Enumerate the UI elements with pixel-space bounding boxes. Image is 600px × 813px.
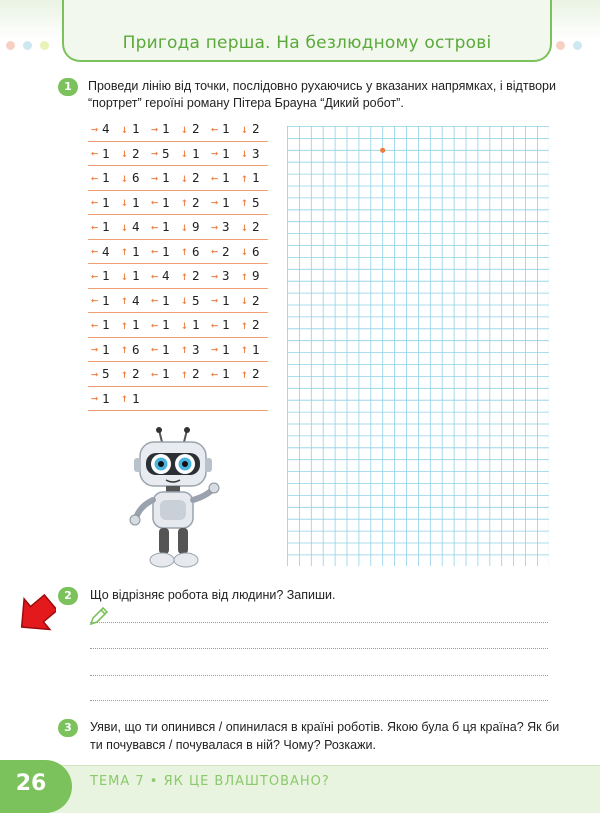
sequence-step — [148, 244, 178, 259]
task1-text-line1: Проведи лінію від точки, послідовно рухаючись у вказаних напрямках, і відтвори — [88, 79, 556, 93]
step-count: 1 — [102, 170, 110, 186]
arrow-left-icon: ← — [210, 317, 219, 332]
dot — [573, 41, 582, 50]
step-count: 9 — [192, 219, 200, 235]
step-count: 2 — [192, 194, 200, 210]
step-count: 2 — [252, 366, 260, 382]
sequence-step — [88, 121, 118, 136]
arrow-right-icon: → — [150, 170, 159, 185]
arrow-up-icon: ↑ — [180, 366, 189, 381]
step-count: 2 — [192, 170, 200, 186]
sequence-step — [118, 317, 148, 332]
arrow-left-icon: ← — [90, 195, 99, 210]
task-number-3: 3 — [58, 719, 78, 737]
sequence-step — [88, 317, 118, 332]
answer-line-1[interactable] — [90, 622, 548, 623]
sequence-step — [118, 366, 148, 381]
sequence-step — [148, 195, 178, 210]
step-count: 1 — [162, 219, 170, 235]
arrow-right-icon: → — [210, 293, 219, 308]
step-count: 9 — [252, 268, 260, 284]
footer-bar — [0, 765, 600, 813]
step-count: 5 — [192, 292, 200, 308]
sequence-step — [238, 293, 268, 308]
sequence-step — [178, 244, 208, 259]
dot — [40, 41, 49, 50]
arrow-down-icon: ↓ — [180, 293, 189, 308]
step-count: 1 — [162, 341, 170, 357]
direction-sequence — [88, 117, 268, 411]
drawing-grid[interactable] — [287, 126, 549, 566]
arrow-left-icon: ← — [150, 366, 159, 381]
sequence-step — [118, 391, 148, 406]
sequence-step — [238, 317, 268, 332]
step-count: 3 — [222, 268, 230, 284]
arrow-left-icon: ← — [150, 244, 159, 259]
step-count: 1 — [102, 317, 110, 333]
sequence-step — [208, 293, 238, 308]
arrow-down-icon: ↓ — [120, 121, 129, 136]
step-count: 1 — [162, 292, 170, 308]
pencil-icon — [88, 605, 110, 632]
arrow-down-icon: ↓ — [120, 146, 129, 161]
step-count: 1 — [162, 243, 170, 259]
step-count: 6 — [192, 243, 200, 259]
sequence-step — [148, 366, 178, 381]
step-count: 1 — [162, 170, 170, 186]
step-count: 1 — [132, 268, 140, 284]
sequence-row — [88, 387, 268, 412]
step-count: 2 — [192, 366, 200, 382]
page-number-badge — [0, 760, 72, 813]
step-count: 1 — [252, 170, 260, 186]
sequence-step — [148, 121, 178, 136]
dot — [556, 41, 565, 50]
sequence-step — [208, 170, 238, 185]
step-count: 1 — [102, 194, 110, 210]
step-count: 5 — [102, 366, 110, 382]
arrow-down-icon: ↓ — [240, 146, 249, 161]
step-count: 5 — [162, 145, 170, 161]
step-count: 1 — [162, 317, 170, 333]
task3-text-line1: Уяви, що ти опинився / опинилася в країні роботів. Якою була б ця країна? Як би — [90, 720, 560, 734]
sequence-step — [238, 170, 268, 185]
step-count: 3 — [222, 219, 230, 235]
sequence-step — [178, 195, 208, 210]
step-count: 4 — [132, 292, 140, 308]
arrow-right-icon: → — [210, 195, 219, 210]
arrow-left-icon: ← — [90, 244, 99, 259]
sequence-step — [148, 146, 178, 161]
task3-text-line2: ти почувався / почувалася в ній? Чому? Розкажи. — [90, 738, 376, 752]
arrow-up-icon: ↑ — [120, 317, 129, 332]
step-count: 1 — [162, 366, 170, 382]
decor-dots-right — [556, 37, 590, 55]
step-count: 2 — [132, 366, 140, 382]
arrow-left-icon: ← — [210, 170, 219, 185]
step-count: 6 — [252, 243, 260, 259]
sequence-step — [118, 195, 148, 210]
step-count: 2 — [252, 219, 260, 235]
arrow-down-icon: ↓ — [120, 268, 129, 283]
arrow-left-icon: ← — [150, 293, 159, 308]
step-count: 1 — [222, 292, 230, 308]
sequence-step — [238, 219, 268, 234]
step-count: 1 — [222, 366, 230, 382]
sequence-step — [238, 244, 268, 259]
grid-svg — [287, 126, 549, 566]
step-count: 1 — [102, 268, 110, 284]
page-title: Пригода перша. На безлюдному острові — [122, 33, 492, 53]
step-count: 1 — [132, 194, 140, 210]
step-count: 2 — [252, 317, 260, 333]
arrow-up-icon: ↑ — [240, 317, 249, 332]
arrow-down-icon: ↓ — [240, 219, 249, 234]
step-count: 1 — [102, 390, 110, 406]
task-number-2: 2 — [58, 587, 78, 605]
sequence-row — [88, 142, 268, 167]
arrow-left-icon: ← — [150, 195, 159, 210]
sequence-row — [88, 338, 268, 363]
arrow-left-icon: ← — [90, 219, 99, 234]
sequence-step — [148, 293, 178, 308]
step-count: 1 — [222, 194, 230, 210]
step-count: 4 — [102, 243, 110, 259]
sequence-step — [148, 170, 178, 185]
answer-line-2[interactable] — [90, 648, 548, 649]
step-count: 2 — [192, 268, 200, 284]
step-count: 4 — [102, 121, 110, 137]
sequence-row — [88, 313, 268, 338]
sequence-step — [148, 317, 178, 332]
answer-line-4[interactable] — [90, 700, 548, 701]
arrow-up-icon: ↑ — [120, 391, 129, 406]
sequence-step — [238, 195, 268, 210]
sequence-step — [178, 366, 208, 381]
arrow-down-icon: ↓ — [240, 121, 249, 136]
sequence-row — [88, 117, 268, 142]
arrow-up-icon: ↑ — [240, 366, 249, 381]
sequence-step — [88, 219, 118, 234]
sequence-step — [178, 121, 208, 136]
step-count: 1 — [162, 194, 170, 210]
sequence-row — [88, 215, 268, 240]
arrow-down-icon: ↓ — [120, 195, 129, 210]
sequence-step — [238, 366, 268, 381]
step-count: 1 — [132, 121, 140, 137]
sequence-step — [178, 170, 208, 185]
arrow-down-icon: ↓ — [240, 293, 249, 308]
arrow-right-icon: → — [90, 366, 99, 381]
arrow-left-icon: ← — [150, 268, 159, 283]
step-count: 2 — [252, 121, 260, 137]
arrow-right-icon: → — [150, 146, 159, 161]
decor-dots-left — [6, 37, 57, 55]
sequence-step — [118, 293, 148, 308]
sequence-step — [178, 293, 208, 308]
arrow-up-icon: ↑ — [240, 195, 249, 210]
sequence-step — [178, 317, 208, 332]
step-count: 5 — [252, 194, 260, 210]
sequence-step — [118, 146, 148, 161]
dot — [6, 41, 15, 50]
sequence-step — [208, 268, 238, 283]
arrow-right-icon: → — [210, 268, 219, 283]
start-point-dot — [380, 148, 385, 153]
arrow-left-icon: ← — [90, 268, 99, 283]
arrow-right-icon: → — [210, 342, 219, 357]
arrow-down-icon: ↓ — [180, 219, 189, 234]
step-count: 4 — [162, 268, 170, 284]
arrow-left-icon: ← — [90, 170, 99, 185]
sequence-step — [118, 170, 148, 185]
arrow-left-icon: ← — [90, 146, 99, 161]
sequence-step — [208, 146, 238, 161]
arrow-left-icon: ← — [210, 366, 219, 381]
arrow-left-icon: ← — [90, 317, 99, 332]
sequence-step — [88, 146, 118, 161]
arrow-down-icon: ↓ — [180, 146, 189, 161]
sequence-step — [148, 219, 178, 234]
step-count: 1 — [102, 292, 110, 308]
arrow-up-icon: ↑ — [240, 268, 249, 283]
step-count: 1 — [132, 243, 140, 259]
dot — [23, 41, 32, 50]
sequence-step — [208, 317, 238, 332]
step-count: 1 — [102, 145, 110, 161]
step-count: 1 — [222, 145, 230, 161]
arrow-up-icon: ↑ — [180, 244, 189, 259]
step-count: 1 — [132, 390, 140, 406]
sequence-step — [178, 268, 208, 283]
arrow-left-icon: ← — [210, 244, 219, 259]
step-count: 6 — [132, 170, 140, 186]
step-count: 1 — [192, 145, 200, 161]
sequence-step — [118, 342, 148, 357]
sequence-step — [118, 219, 148, 234]
sequence-step — [178, 219, 208, 234]
step-count: 2 — [252, 292, 260, 308]
sequence-step — [208, 121, 238, 136]
sequence-step — [118, 244, 148, 259]
arrow-down-icon: ↓ — [240, 244, 249, 259]
sequence-step — [238, 146, 268, 161]
sequence-step — [88, 366, 118, 381]
step-count: 2 — [222, 243, 230, 259]
arrow-down-icon: ↓ — [180, 170, 189, 185]
arrow-right-icon: → — [210, 146, 219, 161]
footer-topic: ТЕМА 7 • ЯК ЦЕ ВЛАШТОВАНО? — [90, 774, 330, 789]
task2-text: Що відрізняє робота від людини? Запиши. — [90, 588, 336, 602]
hint-arrow-icon — [10, 588, 56, 639]
arrow-left-icon: ← — [150, 342, 159, 357]
arrow-down-icon: ↓ — [120, 170, 129, 185]
arrow-up-icon: ↑ — [240, 170, 249, 185]
sequence-step — [88, 342, 118, 357]
sequence-step — [208, 219, 238, 234]
arrow-up-icon: ↑ — [240, 342, 249, 357]
arrow-up-icon: ↑ — [180, 268, 189, 283]
step-count: 3 — [192, 341, 200, 357]
arrow-up-icon: ↑ — [120, 366, 129, 381]
sequence-step — [118, 268, 148, 283]
sequence-row — [88, 191, 268, 216]
sequence-step — [118, 121, 148, 136]
arrow-right-icon: → — [90, 342, 99, 357]
arrow-up-icon: ↑ — [180, 342, 189, 357]
step-count: 1 — [222, 121, 230, 137]
arrow-up-icon: ↑ — [180, 195, 189, 210]
sequence-step — [208, 366, 238, 381]
arrow-down-icon: ↓ — [120, 219, 129, 234]
task-number-1: 1 — [58, 78, 78, 96]
step-count: 1 — [222, 170, 230, 186]
sequence-step — [238, 121, 268, 136]
arrow-left-icon: ← — [90, 293, 99, 308]
header-box — [62, 0, 552, 62]
sequence-row — [88, 166, 268, 191]
arrow-right-icon: → — [90, 121, 99, 136]
sequence-step — [88, 195, 118, 210]
step-count: 6 — [132, 341, 140, 357]
step-count: 1 — [192, 317, 200, 333]
arrow-right-icon: → — [210, 219, 219, 234]
sequence-row — [88, 289, 268, 314]
sequence-step — [178, 146, 208, 161]
step-count: 4 — [132, 219, 140, 235]
task1-text-line2: “портрет” героїні роману Пітера Брауна “Дикий робот”. — [88, 96, 404, 110]
answer-line-3[interactable] — [90, 675, 548, 676]
step-count: 1 — [252, 341, 260, 357]
sequence-step — [148, 342, 178, 357]
sequence-step — [238, 268, 268, 283]
sequence-step — [208, 244, 238, 259]
step-count: 1 — [162, 121, 170, 137]
arrow-up-icon: ↑ — [120, 244, 129, 259]
sequence-step — [88, 170, 118, 185]
sequence-step — [148, 268, 178, 283]
step-count: 1 — [102, 219, 110, 235]
arrow-down-icon: ↓ — [180, 317, 189, 332]
sequence-step — [88, 244, 118, 259]
sequence-step — [208, 195, 238, 210]
step-count: 1 — [222, 341, 230, 357]
arrow-left-icon: ← — [150, 219, 159, 234]
sequence-step — [88, 391, 118, 406]
sequence-step — [238, 342, 268, 357]
step-count: 2 — [132, 145, 140, 161]
step-count: 1 — [222, 317, 230, 333]
arrow-right-icon: → — [150, 121, 159, 136]
arrow-right-icon: → — [90, 391, 99, 406]
sequence-step — [178, 342, 208, 357]
sequence-row — [88, 264, 268, 289]
step-count: 2 — [192, 121, 200, 137]
sequence-step — [88, 268, 118, 283]
robot-illustration — [126, 426, 226, 571]
step-count: 3 — [252, 145, 260, 161]
arrow-up-icon: ↑ — [120, 293, 129, 308]
sequence-row — [88, 362, 268, 387]
sequence-step — [88, 293, 118, 308]
arrow-down-icon: ↓ — [180, 121, 189, 136]
arrow-up-icon: ↑ — [120, 342, 129, 357]
page-number: 26 — [15, 771, 47, 796]
sequence-row — [88, 240, 268, 265]
sequence-step — [208, 342, 238, 357]
step-count: 1 — [102, 341, 110, 357]
step-count: 1 — [132, 317, 140, 333]
arrow-left-icon: ← — [150, 317, 159, 332]
arrow-left-icon: ← — [210, 121, 219, 136]
